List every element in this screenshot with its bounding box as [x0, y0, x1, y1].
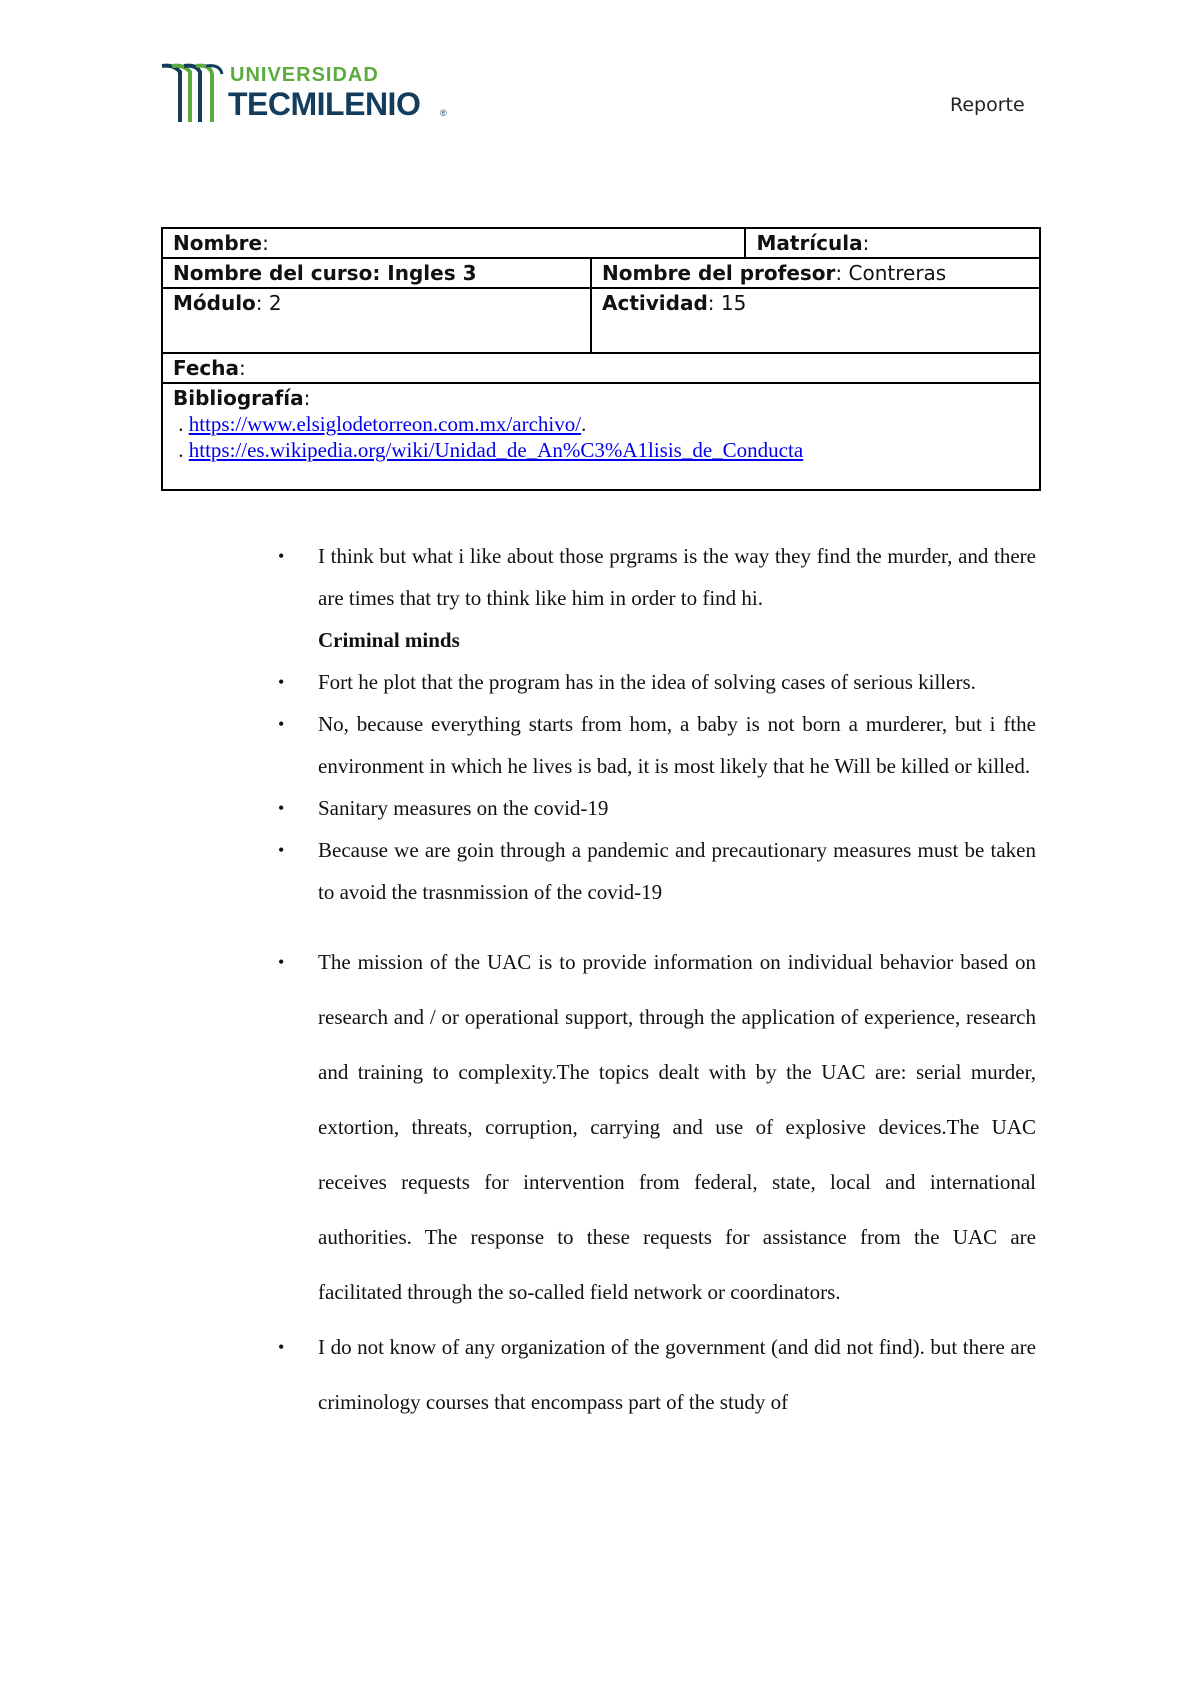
actividad-label: Actividad	[601, 291, 708, 315]
list-item: • The mission of the UAC is to provide information on individual behavior based on research and / or operational support, through the application of experience, research and training to complexity.The topics dealt with by the UAC are: serial murder, extortion, threats, corruption, carrying and use of explosive devices.The UAC receives requests for intervention from federal, state, local and international authorities. The response to these requests for assistance from the UAC are facilitated through the so-called field network or coordinators.	[268, 935, 1036, 1320]
bullet-icon: •	[278, 952, 285, 972]
bibliografia-label: Bibliografía	[173, 386, 304, 410]
bullet-icon: •	[278, 546, 285, 566]
list-item: • Because we are goin through a pandemic and precautionary measures must be taken to avoid the trasnmission of the covid-19	[268, 829, 1036, 913]
actividad-cell: Actividad: 15	[591, 288, 1040, 353]
matricula-cell[interactable]: Matrícula:	[745, 228, 1040, 258]
curso-cell	[162, 258, 591, 288]
curso-label: Nombre del curso: Ingles 3	[173, 261, 477, 285]
profesor-label: Nombre del profesor	[601, 261, 836, 285]
fecha-label: Fecha	[173, 356, 240, 380]
tecmilenio-logo-icon	[160, 62, 226, 128]
list-item: • Fort he plot that the program has in the idea of solving cases of serious killers.	[268, 661, 1036, 703]
subheading-criminal-minds: Criminal minds	[318, 628, 460, 652]
list-item: • Sanitary measures on the covid-19	[268, 787, 1036, 829]
modulo-value: 2	[268, 291, 282, 315]
nombre-label: Nombre	[173, 231, 263, 255]
bib-link-wikipedia[interactable]: https://es.wikipedia.org/wiki/Unidad_de_An%C3%A1lisis_de_Conducta	[188, 438, 804, 462]
profesor-cell: Nombre del profesor: Contreras	[591, 258, 1040, 288]
list-item: • No, because everything starts from hom, a baby is not born a murderer, but i fthe environment in which he lives is bad, it is most likely that he Will be killed or killed.	[268, 703, 1036, 787]
logo-line-universidad: UNIVERSIDAD	[230, 64, 379, 86]
bullet-icon: •	[278, 714, 285, 734]
document-body	[268, 535, 1036, 1430]
profesor-value: Contreras	[848, 261, 947, 285]
bullet-icon: •	[278, 1337, 285, 1357]
bullet-icon: •	[278, 798, 285, 818]
report-label: Reporte	[950, 94, 1025, 116]
modulo-label: Módulo	[173, 291, 256, 315]
modulo-cell: Módulo: 2	[162, 288, 591, 353]
student-info-table	[161, 227, 1041, 491]
matricula-label: Matrícula	[756, 231, 863, 255]
actividad-value: 15	[720, 291, 747, 315]
nombre-cell[interactable]: Nombre:	[162, 228, 745, 258]
university-logo	[160, 58, 460, 130]
bullet-icon: •	[278, 840, 285, 860]
bullet-icon: •	[278, 672, 285, 692]
bibliografia-cell: Bibliografía: . https://www.elsiglodetorreon.com.mx/archivo/. . https://es.wikipedia.org/wiki/Unidad_de_An%C3%A1lisis_de_Conducta	[162, 383, 1040, 490]
list-item: • I think but what i like about those prgrams is the way they find the murder, and there are times that try to think like him in order to find hi.	[268, 535, 1036, 619]
fecha-cell[interactable]: Fecha:	[162, 353, 1040, 383]
bib-link-elsiglo[interactable]: https://www.elsiglodetorreon.com.mx/archivo/	[188, 412, 582, 436]
logo-line-tecmilenio: TECMILENIO	[228, 86, 421, 122]
list-item: • I do not know of any organization of the government (and did not find). but there are criminology courses that encompass part of the study of	[268, 1320, 1036, 1430]
answer-list	[268, 535, 1036, 619]
logo-registered-mark: ®	[440, 108, 447, 118]
